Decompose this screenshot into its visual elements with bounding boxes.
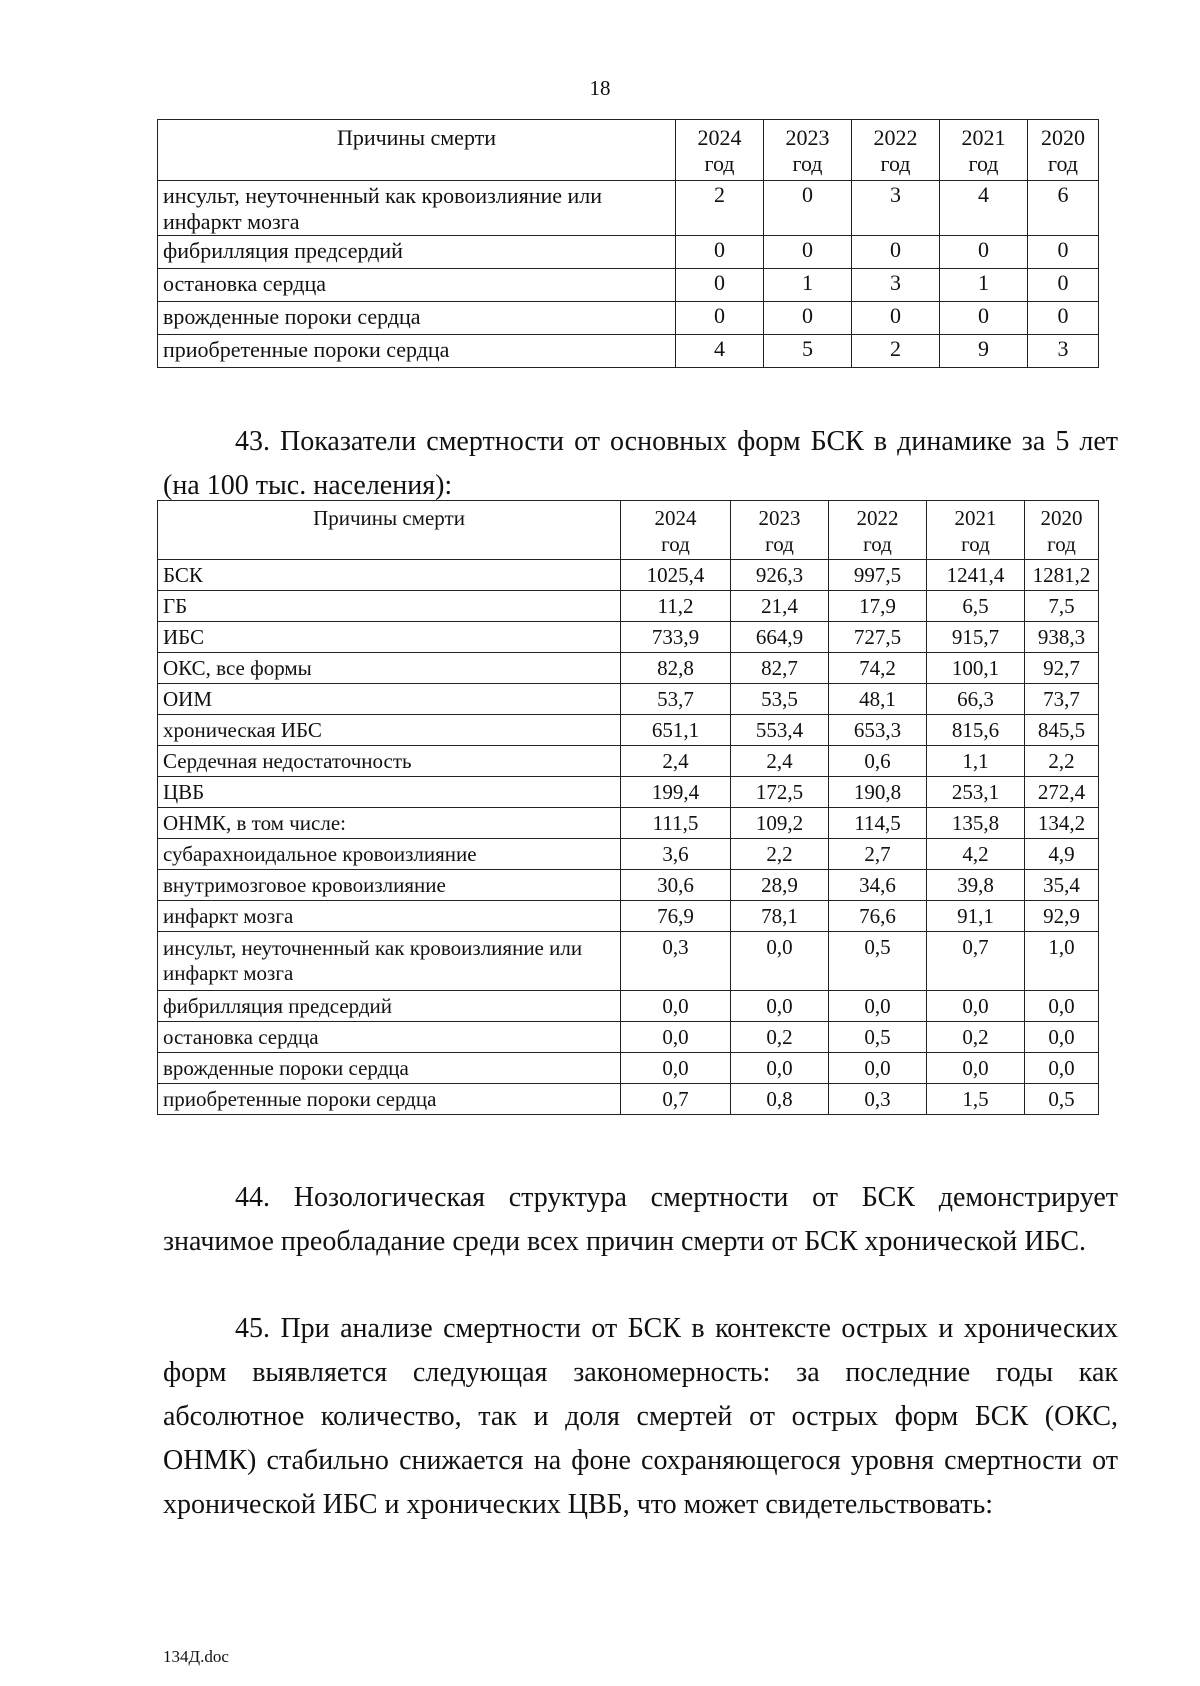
value-cell: 92,9 (1025, 901, 1099, 932)
value-cell: 34,6 (829, 870, 927, 901)
value-cell: 199,4 (621, 777, 731, 808)
value-cell: 0,6 (829, 746, 927, 777)
value-cell: 0 (852, 302, 940, 335)
column-header (676, 120, 764, 181)
cause-cell: ОКС, все формы (158, 653, 621, 684)
value-cell: 0,0 (829, 991, 927, 1022)
column-header (621, 501, 731, 560)
cause-cell: инсульт, неуточненный как кровоизлияние или инфаркт мозга (158, 181, 676, 236)
value-cell: 2,2 (731, 839, 829, 870)
header-text: 2021 год (961, 125, 1006, 176)
value-cell: 0,2 (927, 1022, 1025, 1053)
value-cell: 66,3 (927, 684, 1025, 715)
value-cell: 0 (676, 236, 764, 269)
header-text: 2021 год (954, 506, 997, 556)
value-cell: 7,5 (1025, 591, 1099, 622)
value-cell: 0 (764, 181, 852, 236)
value-cell: 0 (940, 236, 1028, 269)
table-row (158, 269, 1099, 302)
value-cell: 135,8 (927, 808, 1025, 839)
value-cell: 0 (1028, 236, 1099, 269)
value-cell: 1,1 (927, 746, 1025, 777)
value-cell: 0,0 (829, 1053, 927, 1084)
table-header-row (158, 501, 1099, 560)
value-cell: 73,7 (1025, 684, 1099, 715)
value-cell: 0,5 (829, 932, 927, 991)
value-cell: 9 (940, 335, 1028, 368)
table-row (158, 335, 1099, 368)
value-cell: 28,9 (731, 870, 829, 901)
value-cell: 0 (676, 269, 764, 302)
value-cell: 1025,4 (621, 560, 731, 591)
value-cell: 938,3 (1025, 622, 1099, 653)
value-cell: 48,1 (829, 684, 927, 715)
value-cell: 1281,2 (1025, 560, 1099, 591)
value-cell: 926,3 (731, 560, 829, 591)
column-header: Причины смерти (158, 120, 676, 181)
value-cell: 0,5 (1025, 1084, 1099, 1115)
header-text: 2024 год (697, 125, 742, 176)
cause-cell: врожденные пороки сердца (158, 1053, 621, 1084)
table-row (158, 684, 1099, 715)
paragraph-43: 43. Показатели смертности от основных форм БСК в динамике за 5 лет (на 100 тыс. населения): (163, 426, 1118, 501)
value-cell: 111,5 (621, 808, 731, 839)
value-cell: 0,0 (621, 1022, 731, 1053)
column-header (731, 501, 829, 560)
value-cell: 0,0 (1025, 1053, 1099, 1084)
value-cell: 664,9 (731, 622, 829, 653)
value-cell: 0 (940, 302, 1028, 335)
value-cell: 74,2 (829, 653, 927, 684)
value-cell: 91,1 (927, 901, 1025, 932)
value-cell: 3 (852, 269, 940, 302)
header-text: 2020 год (1040, 506, 1083, 556)
value-cell: 4 (940, 181, 1028, 236)
mortality-rate-table (157, 500, 1099, 1115)
value-cell: 0,0 (927, 1053, 1025, 1084)
cause-cell: ОИМ (158, 684, 621, 715)
column-header (1025, 501, 1099, 560)
value-cell: 0,0 (731, 991, 829, 1022)
cause-cell: ГБ (158, 591, 621, 622)
table-row (158, 777, 1099, 808)
table-row (158, 181, 1099, 236)
value-cell: 92,7 (1025, 653, 1099, 684)
value-cell: 0,7 (621, 1084, 731, 1115)
value-cell: 727,5 (829, 622, 927, 653)
value-cell: 915,7 (927, 622, 1025, 653)
column-header (764, 120, 852, 181)
value-cell: 0 (764, 236, 852, 269)
value-cell: 21,4 (731, 591, 829, 622)
value-cell: 2 (852, 335, 940, 368)
header-text: 2023 год (785, 125, 830, 176)
value-cell: 1,5 (927, 1084, 1025, 1115)
value-cell: 82,8 (621, 653, 731, 684)
value-cell: 2 (676, 181, 764, 236)
table-row (158, 715, 1099, 746)
value-cell: 0,0 (621, 1053, 731, 1084)
header-text: 2023 год (758, 506, 801, 556)
paragraph-45: 45. При анализе смертности от БСК в контексте острых и хронических форм выявляется следующая закономерность: за последние годы как абсолютное количество, так и доля смертей от острых форм БСК (ОКС, ОНМК) стабильно снижается на фоне сохраняющегося уровня смертности от хронической ИБС и хронических ЦВБ, что может свидетельствовать: (163, 1313, 1118, 1520)
value-cell: 1,0 (1025, 932, 1099, 991)
column-header (829, 501, 927, 560)
cause-cell: ОНМК, в том числе: (158, 808, 621, 839)
cause-cell: ИБС (158, 622, 621, 653)
value-cell: 6 (1028, 181, 1099, 236)
cause-cell: приобретенные пороки сердца (158, 1084, 621, 1115)
value-cell: 1 (764, 269, 852, 302)
value-cell: 0,0 (1025, 991, 1099, 1022)
value-cell: 53,5 (731, 684, 829, 715)
value-cell: 0,0 (731, 1053, 829, 1084)
table-row (158, 901, 1099, 932)
value-cell: 4 (676, 335, 764, 368)
value-cell: 0,8 (731, 1084, 829, 1115)
value-cell: 190,8 (829, 777, 927, 808)
value-cell: 0,2 (731, 1022, 829, 1053)
value-cell: 2,4 (621, 746, 731, 777)
table-row (158, 653, 1099, 684)
value-cell: 35,4 (1025, 870, 1099, 901)
value-cell: 0 (764, 302, 852, 335)
value-cell: 253,1 (927, 777, 1025, 808)
value-cell: 39,8 (927, 870, 1025, 901)
value-cell: 2,7 (829, 839, 927, 870)
table-row (158, 932, 1099, 991)
value-cell: 0 (1028, 269, 1099, 302)
value-cell: 114,5 (829, 808, 927, 839)
value-cell: 100,1 (927, 653, 1025, 684)
value-cell: 4,9 (1025, 839, 1099, 870)
cause-cell: хроническая ИБС (158, 715, 621, 746)
column-header: Причины смерти (158, 501, 621, 560)
value-cell: 0,0 (1025, 1022, 1099, 1053)
paragraph-44: 44. Нозологическая структура смертности от БСК демонстрирует значимое преобладание среди всех причин смерти от БСК хронической ИБС. (163, 1182, 1118, 1257)
value-cell: 82,7 (731, 653, 829, 684)
value-cell: 2,2 (1025, 746, 1099, 777)
value-cell: 0,0 (621, 991, 731, 1022)
value-cell: 109,2 (731, 808, 829, 839)
column-header (940, 120, 1028, 181)
value-cell: 3,6 (621, 839, 731, 870)
value-cell: 0 (676, 302, 764, 335)
cause-cell: субарахноидальное кровоизлияние (158, 839, 621, 870)
table-row (158, 302, 1099, 335)
column-header (1028, 120, 1099, 181)
value-cell: 0,3 (829, 1084, 927, 1115)
value-cell: 0,3 (621, 932, 731, 991)
cause-cell: внутримозговое кровоизлияние (158, 870, 621, 901)
value-cell: 4,2 (927, 839, 1025, 870)
value-cell: 134,2 (1025, 808, 1099, 839)
value-cell: 0,7 (927, 932, 1025, 991)
value-cell: 0,0 (731, 932, 829, 991)
value-cell: 6,5 (927, 591, 1025, 622)
mortality-count-table (157, 119, 1099, 368)
table-row (158, 591, 1099, 622)
value-cell: 653,3 (829, 715, 927, 746)
table-row (158, 870, 1099, 901)
cause-cell: инфаркт мозга (158, 901, 621, 932)
cause-cell: остановка сердца (158, 1022, 621, 1053)
table-row (158, 1084, 1099, 1115)
table-row (158, 746, 1099, 777)
value-cell: 0 (852, 236, 940, 269)
column-header (852, 120, 940, 181)
value-cell: 0,5 (829, 1022, 927, 1053)
table-row (158, 991, 1099, 1022)
table-row (158, 808, 1099, 839)
value-cell: 553,4 (731, 715, 829, 746)
value-cell: 30,6 (621, 870, 731, 901)
cause-cell: врожденные пороки сердца (158, 302, 676, 335)
value-cell: 815,6 (927, 715, 1025, 746)
value-cell: 78,1 (731, 901, 829, 932)
table-row (158, 1053, 1099, 1084)
table-row (158, 236, 1099, 269)
cause-cell: инсульт, неуточненный как кровоизлияние или инфаркт мозга (158, 932, 621, 991)
cause-cell: фибрилляция предсердий (158, 236, 676, 269)
value-cell: 272,4 (1025, 777, 1099, 808)
cause-cell: приобретенные пороки сердца (158, 335, 676, 368)
cause-cell: Сердечная недостаточность (158, 746, 621, 777)
cause-cell: остановка сердца (158, 269, 676, 302)
value-cell: 1241,4 (927, 560, 1025, 591)
table-row (158, 839, 1099, 870)
table-row (158, 560, 1099, 591)
header-text: 2024 год (654, 506, 697, 556)
header-text: 2022 год (873, 125, 918, 176)
header-text: 2022 год (856, 506, 899, 556)
cause-cell: ЦВБ (158, 777, 621, 808)
column-header (927, 501, 1025, 560)
value-cell: 651,1 (621, 715, 731, 746)
value-cell: 733,9 (621, 622, 731, 653)
value-cell: 1 (940, 269, 1028, 302)
cause-cell: БСК (158, 560, 621, 591)
page-number: 18 (589, 76, 611, 100)
value-cell: 3 (852, 181, 940, 236)
value-cell: 172,5 (731, 777, 829, 808)
value-cell: 53,7 (621, 684, 731, 715)
value-cell: 76,9 (621, 901, 731, 932)
cause-cell: фибрилляция предсердий (158, 991, 621, 1022)
value-cell: 5 (764, 335, 852, 368)
table-header-row (158, 120, 1099, 181)
value-cell: 11,2 (621, 591, 731, 622)
table-row (158, 622, 1099, 653)
value-cell: 845,5 (1025, 715, 1099, 746)
value-cell: 997,5 (829, 560, 927, 591)
document-footer: 134Д.doc (163, 1647, 229, 1666)
value-cell: 76,6 (829, 901, 927, 932)
value-cell: 3 (1028, 335, 1099, 368)
value-cell: 17,9 (829, 591, 927, 622)
value-cell: 0,0 (927, 991, 1025, 1022)
value-cell: 2,4 (731, 746, 829, 777)
header-text: 2020 год (1041, 125, 1085, 176)
value-cell: 0 (1028, 302, 1099, 335)
table-row (158, 1022, 1099, 1053)
